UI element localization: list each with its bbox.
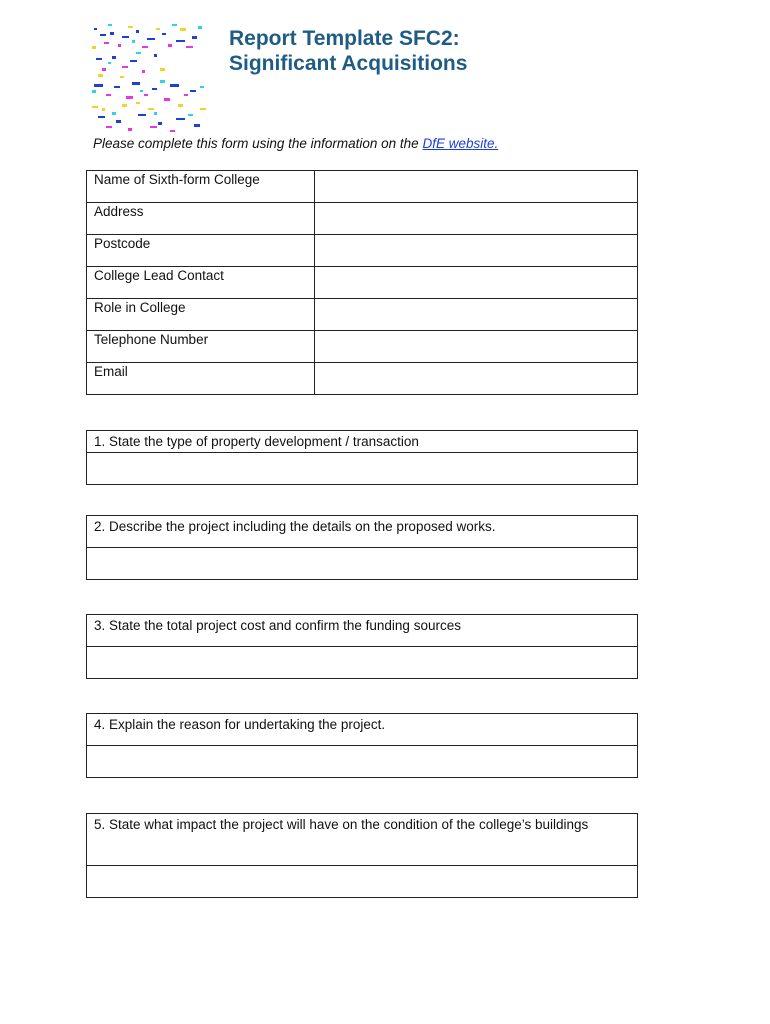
table-row [87, 171, 638, 203]
question-3-prompt: 3. State the total project cost and confirm the funding sources [87, 615, 638, 647]
intro-text [93, 136, 498, 151]
field-input-role[interactable] [315, 299, 638, 331]
question-4-prompt: 4. Explain the reason for undertaking the project. [87, 714, 638, 746]
question-1-answer[interactable] [87, 453, 638, 485]
table-row [87, 331, 638, 363]
table-row [87, 714, 638, 746]
title-line-2: Significant Acquisitions [229, 52, 468, 75]
question-4-answer[interactable] [87, 746, 638, 778]
question-4-table [86, 713, 638, 778]
table-row [87, 866, 638, 898]
table-row [87, 516, 638, 548]
field-label-lead-contact: College Lead Contact [87, 267, 315, 299]
question-5-table [86, 813, 638, 898]
table-row [87, 203, 638, 235]
question-1-table [86, 430, 638, 485]
page-title [229, 26, 467, 76]
question-5-prompt: 5. State what impact the project will have on the condition of the college’s buildings [87, 814, 638, 866]
field-label-address: Address [87, 203, 315, 235]
table-row [87, 814, 638, 866]
field-input-lead-contact[interactable] [315, 267, 638, 299]
table-row [87, 235, 638, 267]
question-2-answer[interactable] [87, 548, 638, 580]
question-1-prompt: 1. State the type of property development / transaction [87, 431, 638, 453]
field-label-college-name: Name of Sixth-form College [87, 171, 315, 203]
table-row [87, 647, 638, 679]
table-row [87, 431, 638, 453]
table-row [87, 363, 638, 395]
question-5-answer[interactable] [87, 866, 638, 898]
field-label-postcode: Postcode [87, 235, 315, 267]
table-row [87, 746, 638, 778]
table-row [87, 299, 638, 331]
dfe-website-link[interactable]: DfE website. [422, 136, 499, 151]
question-2-prompt: 2. Describe the project including the details on the proposed works. [87, 516, 638, 548]
table-row [87, 615, 638, 647]
table-row [87, 548, 638, 580]
table-row [87, 453, 638, 485]
field-input-telephone[interactable] [315, 331, 638, 363]
field-label-email: Email [87, 363, 315, 395]
field-label-telephone: Telephone Number [87, 331, 315, 363]
question-3-answer[interactable] [87, 647, 638, 679]
question-3-table [86, 614, 638, 679]
table-row [87, 267, 638, 299]
field-input-postcode[interactable] [315, 235, 638, 267]
college-details-table [86, 170, 638, 395]
title-line-1: Report Template SFC2: [229, 27, 460, 50]
college-logo-icon [92, 24, 208, 134]
field-label-role: Role in College [87, 299, 315, 331]
field-input-email[interactable] [315, 363, 638, 395]
field-input-college-name[interactable] [315, 171, 638, 203]
field-input-address[interactable] [315, 203, 638, 235]
question-2-table [86, 515, 638, 580]
intro-sentence: Please complete this form using the information on the [93, 136, 419, 151]
